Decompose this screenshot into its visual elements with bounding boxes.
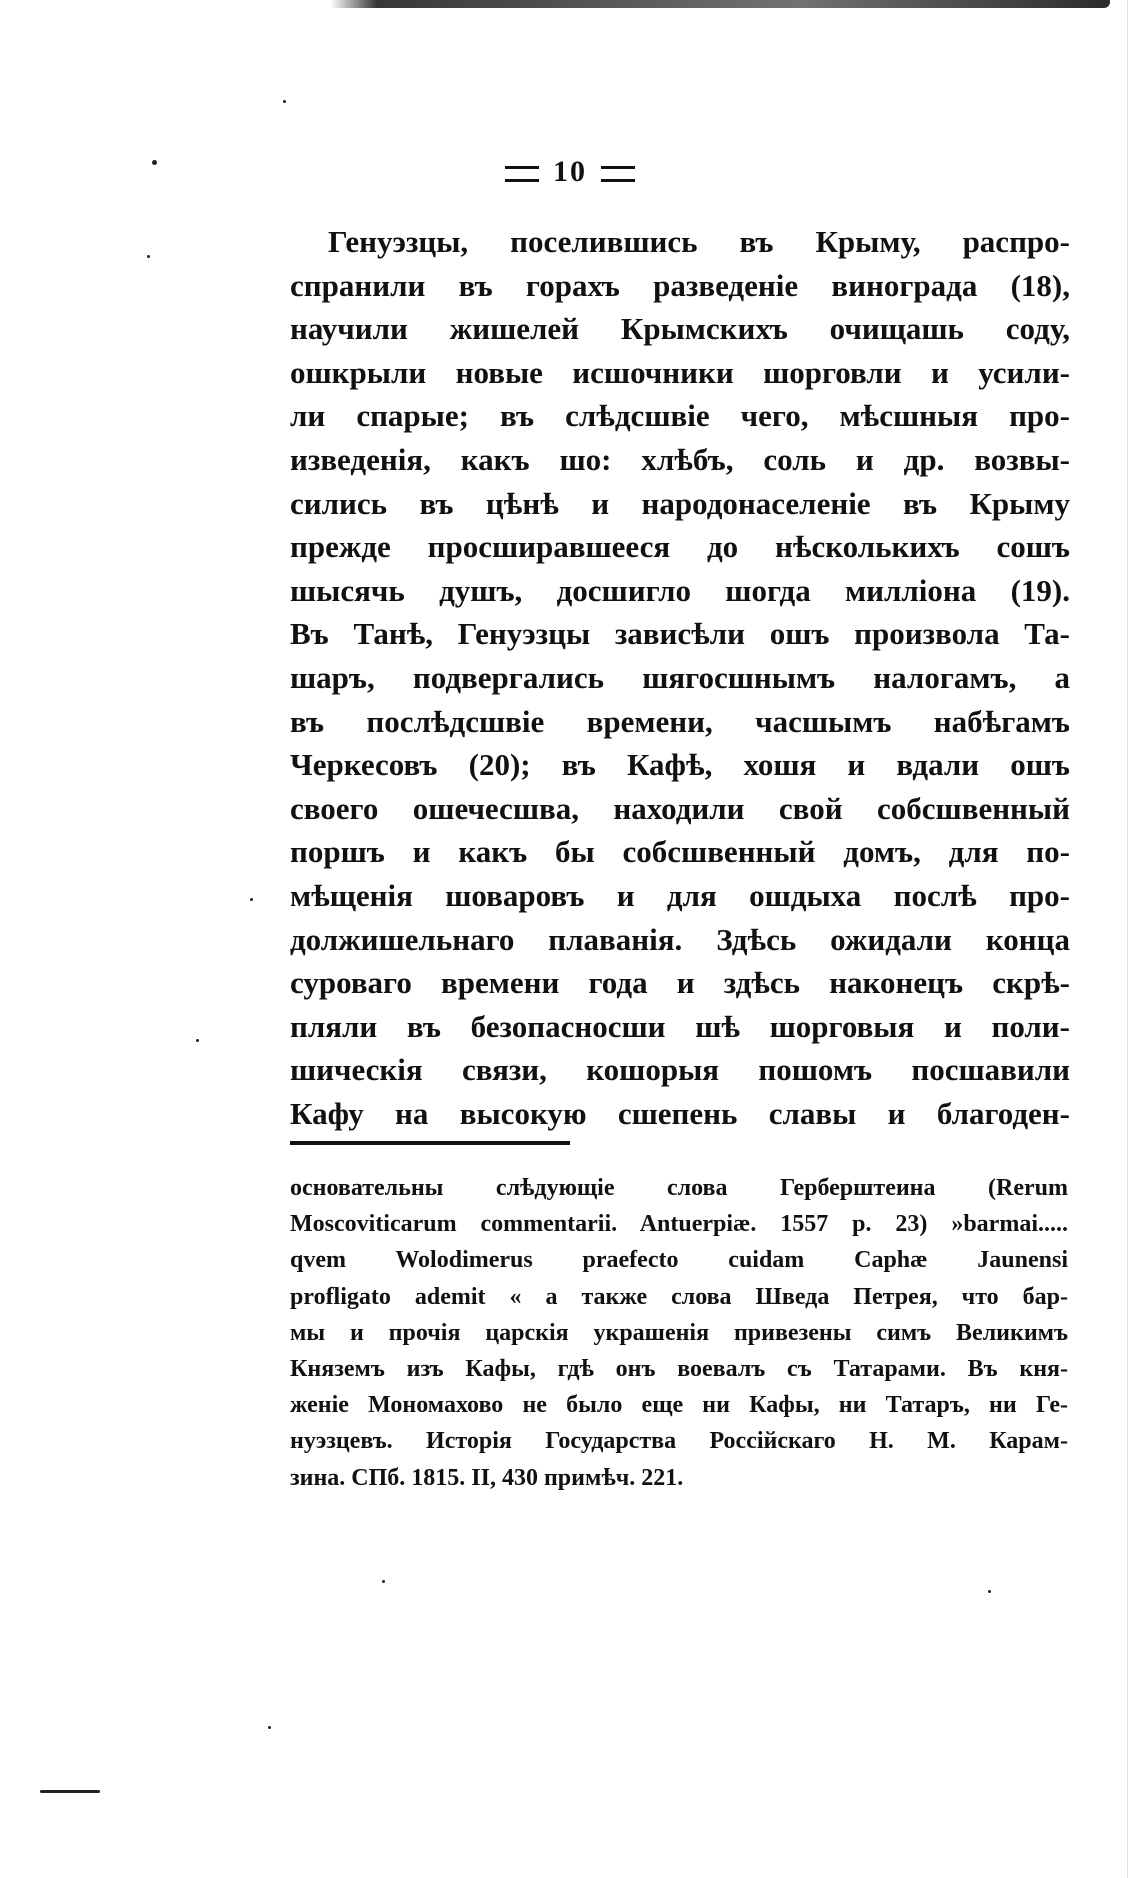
main-text-line: пляли въ безопасносши шѣ шорговыя и поли- [290, 1008, 1070, 1044]
main-text-line: Въ Танѣ, Генуэзцы зависѣли ошъ произвола Та- [290, 616, 1070, 652]
main-text-line: должишельнаго плаванія. Здѣсь ожидали конца [290, 921, 1070, 957]
footnote-line: женіе Мономахово не было еще ни Кафы, ни Татаръ, ни Ге- [290, 1392, 1068, 1419]
scan-speck [268, 1726, 271, 1729]
main-text-block [290, 220, 1070, 1135]
scan-speck [147, 255, 150, 258]
footnote-line: Moscoviticarum commentarii. Antuerpiæ. 1557 p. 23) »barmai..... [290, 1211, 1068, 1238]
main-text-line: Кафу на высокую сшепень славы и благоден- [290, 1095, 1070, 1131]
page-number-value: 10 [553, 155, 587, 188]
scan-mark [40, 1790, 100, 1793]
footnote-separator [290, 1141, 570, 1145]
scan-speck [250, 898, 253, 901]
page-number-ornament-right [601, 166, 635, 182]
scan-right-edge [1127, 0, 1128, 1878]
main-text-line: шическія связи, кошорыя пошомъ посшавили [290, 1052, 1070, 1088]
main-text-line: шысячь душъ, досшигло шогда милліона (19). [290, 572, 1070, 608]
main-text-line: научили жишелей Крымскихъ очищашь соду, [290, 311, 1070, 347]
main-text-line: ли спарые; въ слѣдсшвіе чего, мѣсшныя про- [290, 398, 1070, 434]
main-text-line: своего ошечесшва, находили свой собсшвенный [290, 790, 1070, 826]
scan-speck [152, 160, 157, 165]
main-text-line: Черкесовъ (20); въ Кафѣ, хошя и вдали ошъ [290, 747, 1070, 783]
main-text-line: прежде просширавшееся до нѣсколькихъ сошъ [290, 529, 1070, 565]
footnote-line: qvem Wolodimerus praefecto cuidam Caphæ Jaunensi [290, 1247, 1068, 1274]
scan-speck [196, 1039, 199, 1042]
footnote-line: profligato ademit « а также слова Шведа Петрея, что бар- [290, 1283, 1068, 1310]
footnote-line: Княземъ изъ Кафы, гдѣ онъ воевалъ съ Татарами. Въ кня- [290, 1356, 1068, 1383]
main-text-line: Генуэзцы, поселившись въ Крыму, распро- [328, 224, 1070, 259]
main-text-line: спранили въ горахъ разведеніе винограда (18), [290, 267, 1070, 303]
main-text-line: шаръ, подвергались шягосшнымъ налогамъ, а [290, 659, 1070, 695]
scan-speck [283, 100, 286, 103]
page-number-ornament-left [505, 166, 539, 182]
main-text-line: въ послѣдсшвіе времени, часшымъ набѣгамъ [290, 703, 1070, 739]
main-text-line: суроваго времени года и здѣсь наконецъ скрѣ- [290, 965, 1070, 1001]
main-text-line: изведенія, какъ шо: хлѣбъ, соль и др. возвы- [290, 441, 1070, 477]
main-text-line: мѣщенія шоваровъ и для ошдыха послѣ про- [290, 877, 1070, 913]
footnote-block [290, 1170, 1068, 1496]
scan-speck [988, 1590, 991, 1593]
footnote-line: зина. СПб. 1815. II, 430 примѣч. 221. [290, 1464, 684, 1491]
main-text-line: ошкрыли новые исшочники шорговли и усили- [290, 354, 1070, 390]
footnote-line: мы и прочія царскія украшенія привезены симъ Великимъ [290, 1319, 1068, 1346]
page-number [0, 155, 1140, 189]
scan-speck [382, 1580, 385, 1583]
main-text-line: сились въ цѣнѣ и народонаселеніе въ Крыму [290, 485, 1070, 521]
main-text-line: поршъ и какъ бы собсшвенный домъ, для по- [290, 834, 1070, 870]
footnote-line: основательны слѣдующіе слова Герберштеина (Rerum [290, 1175, 1068, 1201]
scan-top-edge [330, 0, 1110, 8]
footnote-line: нуэзцевъ. Исторія Государства Россійскаго Н. М. Карам- [290, 1428, 1068, 1455]
